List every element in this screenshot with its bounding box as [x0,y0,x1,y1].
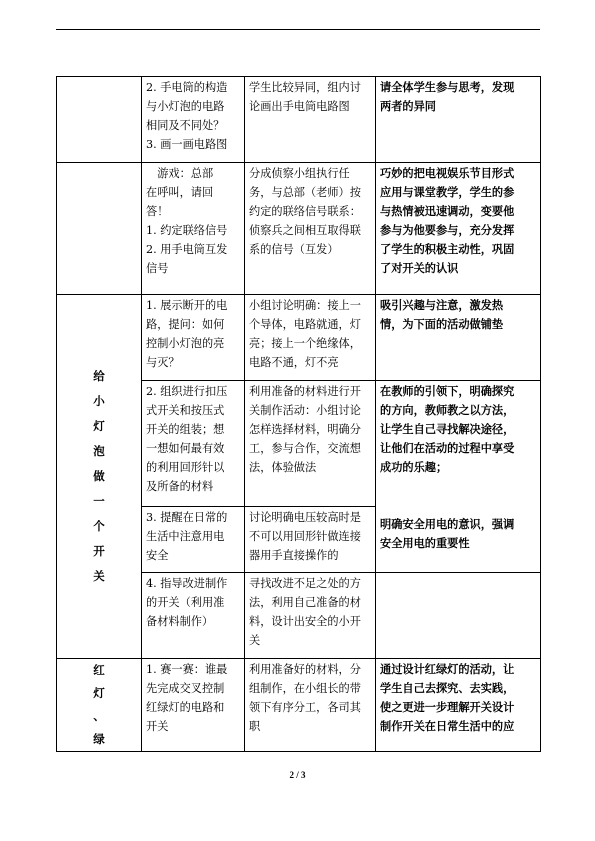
text-line: 寻找改进不足之处的方 [249,577,361,590]
student-activity-cell [245,659,376,752]
table-row [57,163,541,295]
text-line: 料，设计出安全的小开 [249,615,361,628]
text-line: 系的信号（互发） [249,243,339,256]
student-activity-cell [245,295,376,381]
design-intent-cell [376,295,541,381]
table-row [57,659,541,752]
text-line [380,477,536,496]
teacher-activity-cell [142,77,245,163]
text-line: 一想如何最有效 [146,442,225,455]
text-line: 红绿灯的电路和 [146,701,225,714]
section-char: 做 [93,469,105,483]
teacher-activity-cell [142,659,245,752]
text-line: 控制小灯泡的亮 [146,337,225,350]
text-line: 1. 展示断开的电 [146,299,228,312]
text-line: 与小灯泡的电路 [146,100,225,113]
text-line: 职 [249,720,261,733]
table-row [57,77,541,163]
section-char: 关 [93,569,105,583]
text-line: 游戏：总部 [146,167,214,180]
text-line: 论画出手电筒电路图 [249,100,350,113]
text-line: 安全 [146,549,169,562]
lesson-plan-table [56,76,541,752]
text-line: 3. 画一画电路图 [146,138,228,151]
text-line: 2. 手电筒的构造 [146,81,228,94]
text-line: 2. 用手电筒互发 [146,243,228,256]
text-line: 法，利用自己准备的材 [249,596,361,609]
text-line: 法，体验做法 [249,461,317,474]
text-line: 通过设计红绿灯的活动，让 [380,663,515,676]
text-line: 与热情被迅速调动，变要他 [380,205,515,218]
text-line: 制作开关在日常生活中的应 [380,720,515,733]
text-line: 让学生自己寻找解决途径， [380,423,515,436]
text-line: 吸引兴趣与注意，激发热 [380,299,504,312]
text-line: 约定的联络信号联系： [249,205,361,218]
text-line: 安全用电的重要性 [380,537,470,550]
text-line: 请全体学生参与思考，发现 [380,81,515,94]
page-number: 2 / 3 [289,770,306,780]
design-intent-cell [376,659,541,752]
text-line: 学生自己去探究、去实践， [380,682,515,695]
text-line: 工，参与合作，交流想 [249,442,361,455]
student-activity-cell [245,163,376,295]
text-line: 1. 约定联络信号 [146,224,228,237]
text-line: 讨论明确电压较高时是 [249,511,361,524]
text-line: 了学生的积极主动性，巩固 [380,243,515,256]
text-line: 2. 组织进行扣压 [146,385,228,398]
text-line: 成功的乐趣； [380,461,448,474]
text-line: 明确安全用电的意识，强调 [380,518,515,531]
section-char: 给 [93,369,105,383]
section-char: 红 [93,663,105,677]
teacher-activity-cell [142,573,245,659]
section-char: 绿 [93,732,105,746]
section-cell-switch [57,295,142,659]
text-line: 让他们在活动的过程中享受 [380,442,515,455]
text-line: 生活中注意用电 [146,530,225,543]
header-rule [56,29,540,30]
text-line: 使之更进一步理解开关设计 [380,701,515,714]
text-line: 答！ [146,205,169,218]
section-char: 泡 [93,444,105,458]
text-line: 两者的异同 [380,100,436,113]
section-char: 小 [93,394,105,408]
text-line: 侦察兵之间相互取得联 [249,224,361,237]
text-line: 了对开关的认识 [380,262,459,275]
student-activity-cell [245,573,376,659]
design-intent-cell [376,77,541,163]
text-line: 备材料制作） [146,615,214,628]
text-line: 组制作，在小组长的带 [249,682,361,695]
text-line: 学生比较异同，组内讨 [249,81,361,94]
text-line: 应用与课堂教学，学生的参 [380,186,515,199]
student-activity-cell [245,507,376,573]
text-line: 领下有序分工，各司其 [249,701,361,714]
section-cell-traffic-light [57,659,142,752]
teacher-activity-cell [142,295,245,381]
section-char: 、 [93,709,105,723]
student-activity-cell [245,381,376,507]
section-cell [57,163,142,295]
text-line: 3. 提醒在日常的 [146,511,228,524]
text-line: 小组讨论明确：接上一 [249,299,361,312]
text-line: 开关 [146,720,169,733]
design-intent-cell [376,573,541,659]
text-line: 分成侦察小组执行任 [249,167,350,180]
text-line: 不可以用回形针做连接 [249,530,361,543]
text-line: 关 [249,634,261,647]
text-line: 亮；接上一个绝缘体， [249,337,361,350]
design-intent-cell [376,163,541,295]
teacher-activity-cell [142,381,245,507]
text-line: 的方向，教师教之以方法， [380,404,515,417]
text-line: 1. 赛一赛：谁最 [146,663,228,676]
text-line: 个导体，电路就通，灯 [249,318,361,331]
section-cell [57,77,142,163]
text-line: 利用准备好的材料，分 [249,663,361,676]
text-line: 先完成交叉控制 [146,682,225,695]
text-line [380,496,536,515]
text-line: 情，为下面的活动做铺垫 [380,318,504,331]
section-char: 个 [93,519,105,533]
section-char: 开 [93,544,105,558]
table-row [57,295,541,381]
text-line: 4. 指导改进制作 [146,577,228,590]
text-line: 电路不通，灯不亮 [249,356,339,369]
text-line: 在呼叫，请回 [146,186,214,199]
text-line: 式开关和按压式 [146,404,225,417]
text-line: 开关的组装；想 [146,423,225,436]
section-char: 一 [93,494,105,508]
section-char: 灯 [93,686,105,700]
teacher-activity-cell [142,507,245,573]
text-line: 及所备的材料 [146,480,214,493]
text-line: 相同及不同处？ [146,119,225,132]
text-line: 在教师的引领下，明确探究 [380,385,515,398]
text-line: 关制作活动：小组讨论 [249,404,361,417]
design-intent-cell [376,381,541,573]
text-line: 路，提问：如何 [146,318,225,331]
text-line: 巧妙的把电视娱乐节目形式 [380,167,515,180]
text-line: 务，与总部（老师）按 [249,186,361,199]
text-line: 利用准备的材料进行开 [249,385,361,398]
text-line: 怎样选择材料，明确分 [249,423,361,436]
text-line: 与灭？ [146,356,180,369]
teacher-activity-cell [142,163,245,295]
student-activity-cell [245,77,376,163]
text-line: 的利用回形针以 [146,461,225,474]
text-line: 参与为他要参与，充分发挥 [380,224,515,237]
section-char: 灯 [93,419,105,433]
text-line: 器用手直接操作的 [249,549,339,562]
text-line: 的开关（利用准 [146,596,225,609]
text-line: 信号 [146,262,169,275]
